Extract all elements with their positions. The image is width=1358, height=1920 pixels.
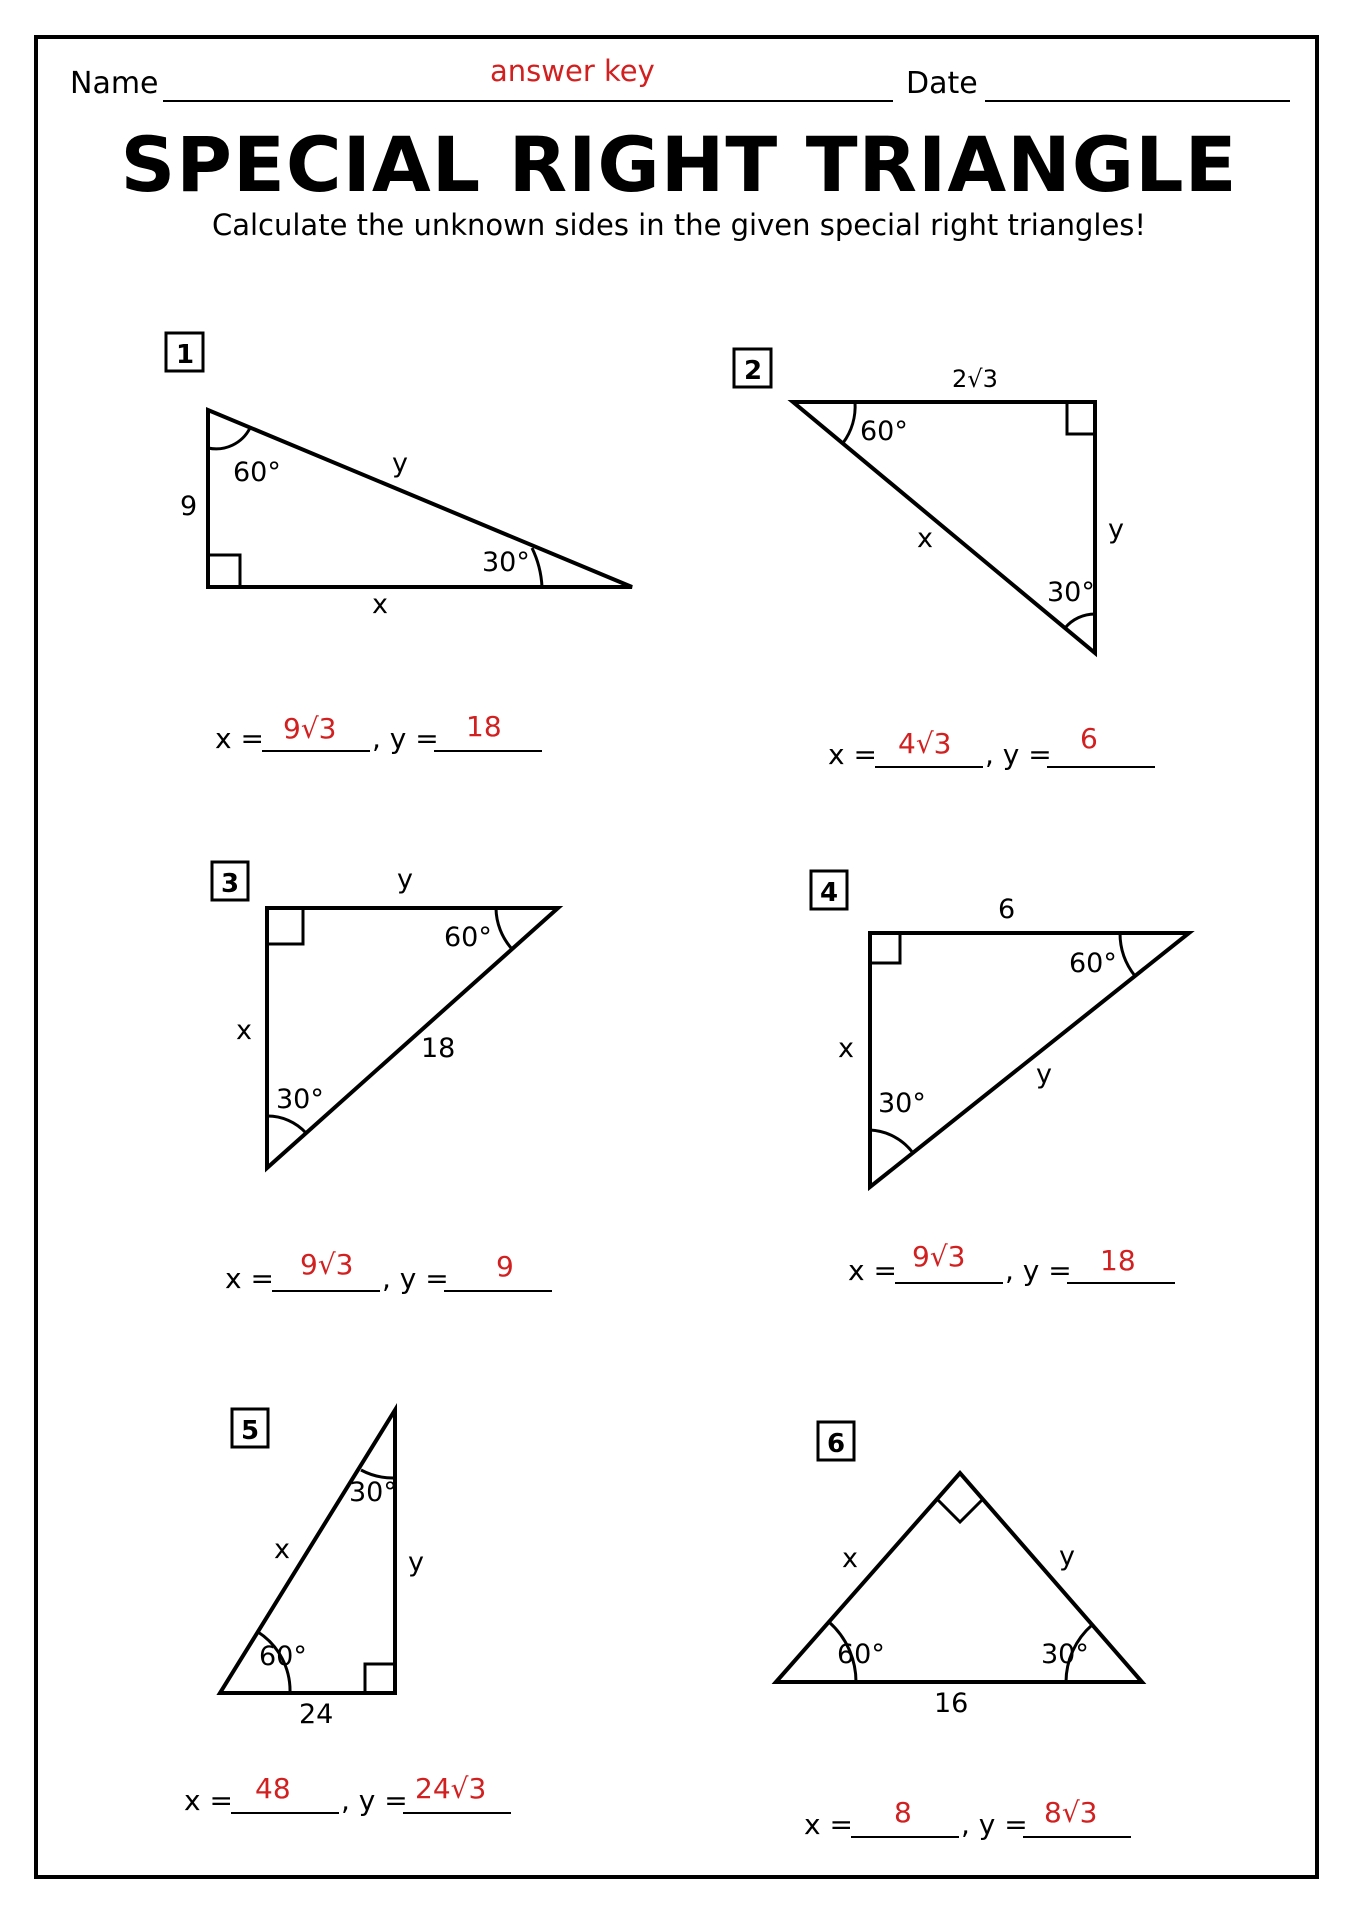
page-title: SPECIAL RIGHT TRIANGLE <box>120 120 1238 209</box>
problem-6-angle-30: 30° <box>1041 1639 1089 1670</box>
problem-6-right-angle-mark <box>937 1499 983 1522</box>
problem-2-number: 2 <box>743 356 763 386</box>
problem-2-x-prefix: x = <box>828 738 877 771</box>
problem-5-bottom-label: 24 <box>299 1699 334 1730</box>
problem-4-number: 4 <box>819 878 839 908</box>
problem-6-x-blank[interactable] <box>851 1836 959 1838</box>
problem-3-angle-arc-60 <box>496 908 512 949</box>
problem-1-x-prefix: x = <box>215 722 264 755</box>
problem-2-triangle <box>793 402 1095 653</box>
problem-5-triangle <box>220 1410 395 1693</box>
problem-4-x-blank[interactable] <box>895 1282 1003 1284</box>
problem-5-y-answer: 24√3 <box>415 1772 487 1805</box>
problem-1-side-left: 9 <box>180 491 198 522</box>
problem-4-angle-arc-60 <box>1120 933 1135 976</box>
problem-5-right-angle-mark <box>365 1664 395 1693</box>
problem-4-x-answer: 9√3 <box>912 1240 966 1273</box>
problem-3-angle-30: 30° <box>276 1084 324 1115</box>
problem-1-y-prefix: , y = <box>372 722 439 755</box>
problem-5-angle-30: 30° <box>349 1477 397 1508</box>
problem-1-triangle <box>208 410 632 587</box>
problem-2-hyp-label: x <box>917 523 933 554</box>
problem-6-bottom-label: 16 <box>934 1688 969 1719</box>
problem-5-x-blank[interactable] <box>231 1812 339 1814</box>
date-label: Date <box>906 66 978 101</box>
problem-3-triangle <box>267 908 558 1168</box>
problem-6-right-label: y <box>1059 1541 1075 1572</box>
problem-3-y-blank[interactable] <box>444 1290 552 1292</box>
name-value: answer key <box>490 54 655 88</box>
problem-1-x-answer: 9√3 <box>283 712 337 745</box>
problem-4-left-label: x <box>838 1033 854 1064</box>
problem-5-y-blank[interactable] <box>403 1812 511 1814</box>
problem-2-right-angle-mark <box>1067 402 1095 434</box>
problem-5-x-prefix: x = <box>184 1784 233 1817</box>
page-subtitle: Calculate the unknown sides in the given special right triangles! <box>211 208 1147 242</box>
problem-4-top-label: 6 <box>998 894 1016 925</box>
problem-2-y-blank[interactable] <box>1047 766 1155 768</box>
problem-2-angle-60: 60° <box>860 416 908 447</box>
problem-4-angle-arc-30 <box>870 1130 913 1153</box>
problem-2-top-label: 2√3 <box>952 365 998 393</box>
problem-1-y-answer: 18 <box>466 710 502 743</box>
problem-3-y-prefix: , y = <box>382 1262 449 1295</box>
problem-3-x-answer: 9√3 <box>300 1248 354 1281</box>
problem-5-hyp-label: x <box>274 1534 290 1565</box>
problem-4-y-prefix: , y = <box>1005 1254 1072 1287</box>
problem-6-angle-60: 60° <box>837 1639 885 1670</box>
problem-6-x-answer: 8 <box>894 1796 912 1829</box>
problem-3-hyp-label: 18 <box>421 1033 456 1064</box>
problem-3-top-label: y <box>397 864 413 895</box>
problem-1-hyp-label: y <box>392 448 408 479</box>
problem-6-left-label: x <box>842 1543 858 1574</box>
problem-3-angle-arc-30 <box>267 1116 306 1133</box>
problem-4-right-angle-mark <box>870 933 900 963</box>
problem-2-x-answer: 4√3 <box>898 727 952 760</box>
problem-2-x-blank[interactable] <box>875 766 983 768</box>
problem-3-right-angle-mark <box>267 908 303 944</box>
problem-3-angle-60: 60° <box>444 922 492 953</box>
problem-6-y-answer: 8√3 <box>1044 1796 1098 1829</box>
problem-1-angle-arc-30 <box>532 548 542 587</box>
problem-3-y-answer: 9 <box>496 1250 514 1283</box>
problem-3-x-blank[interactable] <box>272 1290 380 1292</box>
problem-5-right-label: y <box>408 1547 424 1578</box>
problem-3-left-label: x <box>236 1015 252 1046</box>
problem-4-y-blank[interactable] <box>1067 1282 1175 1284</box>
problem-6-y-blank[interactable] <box>1023 1836 1131 1838</box>
problem-6-y-prefix: , y = <box>961 1808 1028 1841</box>
problem-2-y-answer: 6 <box>1080 722 1098 755</box>
problem-6-x-prefix: x = <box>804 1808 853 1841</box>
problem-2-angle-arc-30 <box>1065 614 1095 628</box>
problem-1-y-blank[interactable] <box>434 750 542 752</box>
problem-3-number: 3 <box>220 869 240 899</box>
problem-1-x-blank[interactable] <box>262 750 370 752</box>
problem-4-angle-60: 60° <box>1069 948 1117 979</box>
problem-6-number: 6 <box>826 1429 846 1459</box>
problem-5-angle-60: 60° <box>259 1641 307 1672</box>
problem-4-x-prefix: x = <box>848 1254 897 1287</box>
problem-2-angle-arc-60 <box>843 402 855 443</box>
problem-4-triangle <box>870 933 1189 1187</box>
problem-1-right-angle-mark <box>208 555 240 587</box>
problem-4-angle-30: 30° <box>878 1088 926 1119</box>
problem-4-y-answer: 18 <box>1100 1244 1136 1277</box>
problem-1-number: 1 <box>175 340 195 370</box>
problem-2-y-prefix: , y = <box>985 738 1052 771</box>
problem-5-y-prefix: , y = <box>341 1784 408 1817</box>
problem-5-x-answer: 48 <box>255 1772 291 1805</box>
problem-1-angle-arc-60 <box>208 428 250 449</box>
problem-4-hyp-label: y <box>1036 1059 1052 1090</box>
problem-1-angle-60: 60° <box>233 457 281 488</box>
problem-1-angle-30: 30° <box>482 547 530 578</box>
problem-2-right-label: y <box>1108 514 1124 545</box>
problem-1-bottom-label: x <box>372 589 388 620</box>
name-label: Name <box>70 66 159 101</box>
problem-2-angle-30: 30° <box>1047 577 1095 608</box>
problem-5-number: 5 <box>240 1416 260 1446</box>
problem-3-x-prefix: x = <box>225 1262 274 1295</box>
